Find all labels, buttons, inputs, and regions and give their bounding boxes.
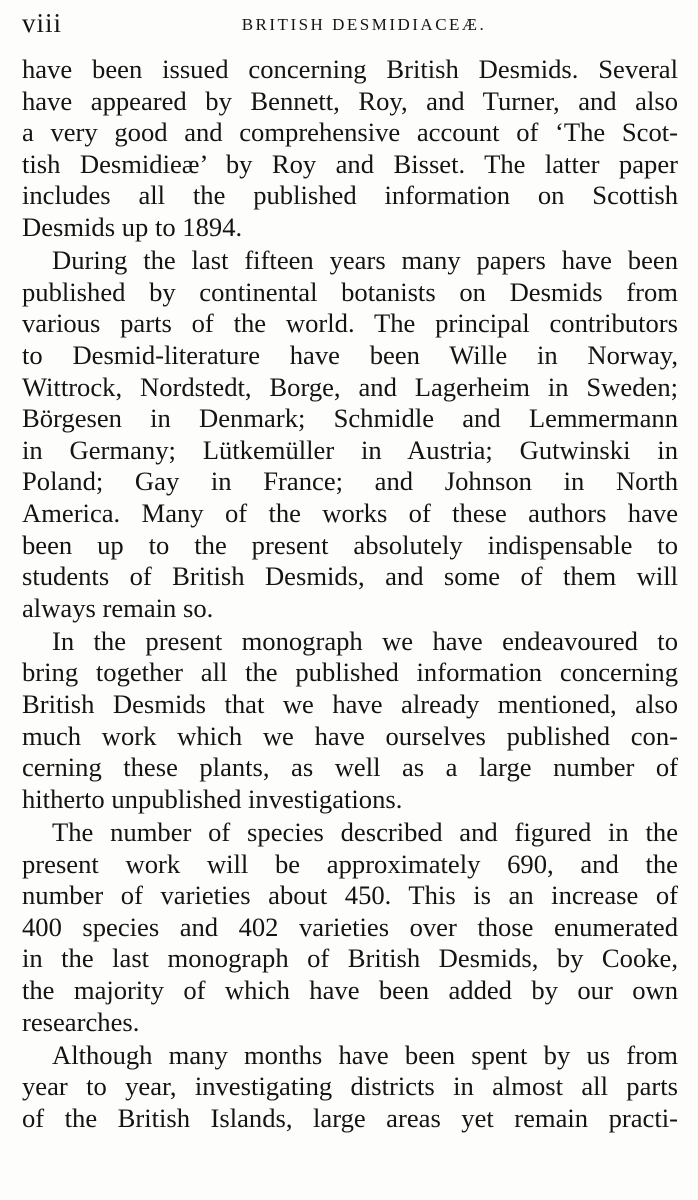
text-line: of the British Islands, large areas yet remain practi-: [22, 1102, 678, 1133]
text-line: present work will be approximately 690, and the: [22, 848, 678, 879]
text-line: in the last monograph of British Desmids, by Cooke,: [22, 943, 678, 974]
paragraph: [22, 245, 678, 624]
text-line: cerning these plants, as well as a large number of: [22, 752, 678, 783]
text-line: hitherto unpublished investigations.: [22, 783, 403, 814]
text-line: to Desmid-literature have been Wille in Norway,: [22, 339, 678, 370]
page-number: viii: [22, 8, 63, 38]
text-line: researches.: [22, 1006, 140, 1037]
text-line: in Germany; Lütkemüller in Austria; Gutwinski in: [22, 434, 678, 465]
text-line: In the present monograph we have endeavoured to: [52, 625, 678, 656]
paragraph: [22, 626, 678, 816]
text-line: a very good and comprehensive account of ‘The Scot-: [22, 117, 678, 148]
body-text: [22, 54, 678, 1135]
text-line: been up to the present absolutely indispensable to: [22, 529, 678, 560]
running-title: BRITISH DESMIDIACEÆ.: [241, 15, 487, 34]
text-line: The number of species described and figured in the: [52, 817, 678, 848]
text-line: bring together all the published information concerning: [22, 657, 678, 688]
paragraph: [22, 1040, 678, 1135]
text-line: Although many months have been spent by us from: [52, 1039, 678, 1070]
paragraph: [22, 54, 678, 244]
text-line: 400 species and 402 varieties over those enumerated: [22, 911, 678, 942]
text-line: Desmids up to 1894.: [22, 211, 243, 242]
text-line: Börgesen in Denmark; Schmidle and Lemmermann: [22, 403, 678, 434]
paragraph: [22, 817, 678, 1038]
text-line: published by continental botanists on Desmids from: [22, 276, 678, 307]
text-line: tish Desmidieæ’ by Roy and Bisset. The latter paper: [22, 148, 678, 179]
text-line: America. Many of the works of these authors have: [22, 497, 678, 528]
text-line: British Desmids that we have already mentioned, also: [22, 689, 678, 720]
text-line: have appeared by Bennett, Roy, and Turner, and also: [22, 85, 678, 116]
text-line: students of British Desmids, and some of them will: [22, 561, 678, 592]
text-line: number of varieties about 450. This is an increase of: [22, 880, 678, 911]
text-line: year to year, investigating districts in almost all parts: [22, 1071, 678, 1102]
running-head: [22, 8, 676, 42]
text-line: have been issued concerning British Desmids. Several: [22, 54, 678, 84]
text-line: various parts of the world. The principal contributors: [22, 308, 678, 339]
text-line: the majority of which have been added by our own: [22, 975, 678, 1005]
text-line: much work which we have ourselves published con-: [22, 720, 678, 751]
text-line: always remain so.: [22, 592, 214, 623]
text-line: Poland; Gay in France; and Johnson in North: [22, 466, 678, 497]
text-line: Wittrock, Nordstedt, Borge, and Lagerheim in Sweden;: [22, 371, 678, 402]
text-line: includes all the published information on Scottish: [22, 180, 678, 211]
text-line: During the last fifteen years many papers have been: [52, 245, 678, 276]
